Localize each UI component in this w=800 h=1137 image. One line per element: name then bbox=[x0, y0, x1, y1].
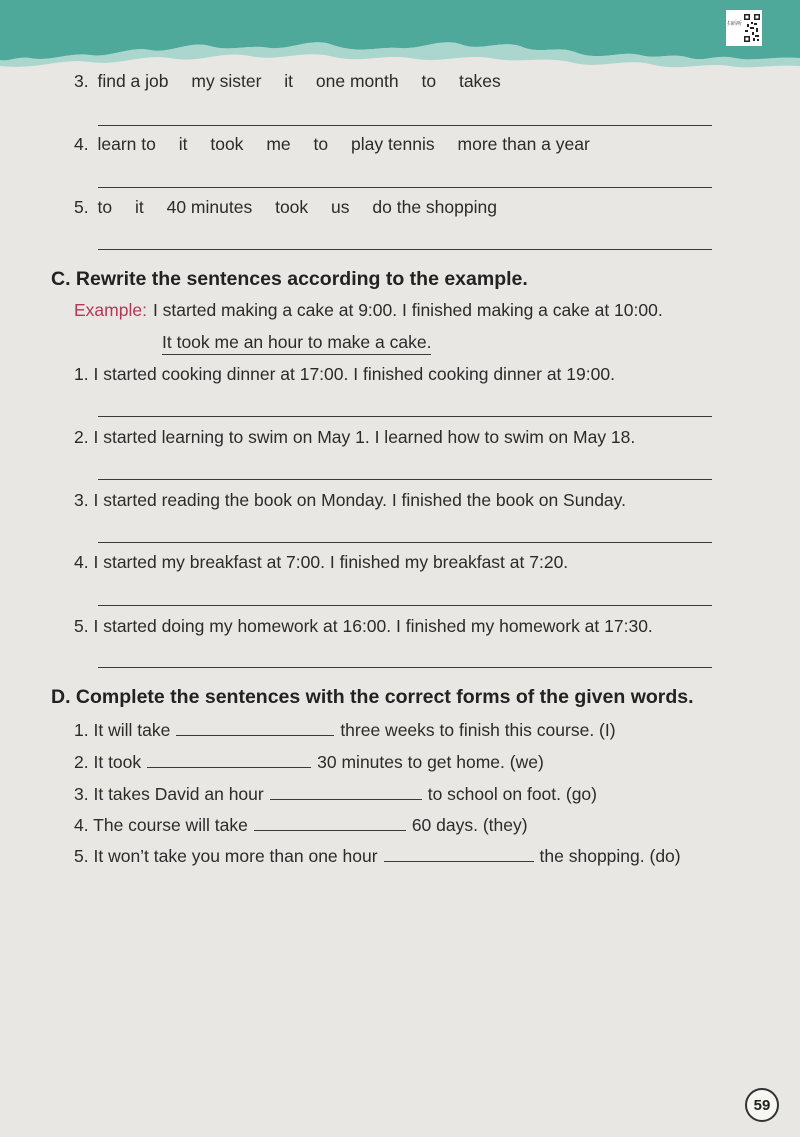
scramble-item: 4. learn to it took me to play tennis more than a year bbox=[74, 134, 590, 154]
section-d-title: D. Complete the sentences with the correct forms of the given words. bbox=[51, 686, 694, 708]
example-text: I started making a cake at 9:00. I finished making a cake at 10:00. bbox=[152, 300, 663, 320]
answer-line[interactable] bbox=[98, 605, 712, 606]
blank-input[interactable] bbox=[176, 721, 334, 736]
fill-blank-item: 5. It won’t take you more than one hour the shopping. (do) bbox=[74, 846, 681, 866]
scramble-item: 5. to it 40 minutes took us do the shopping bbox=[74, 197, 497, 217]
scramble-item: 3. find a job my sister it one month to takes bbox=[74, 71, 501, 91]
fill-blank-item: 1. It will take three weeks to finish this course. (I) bbox=[74, 720, 616, 740]
section-c-title: C. Rewrite the sentences according to the example. bbox=[51, 268, 528, 290]
rewrite-item: 2. I started learning to swim on May 1. I learned how to swim on May 18. bbox=[74, 427, 636, 447]
blank-input[interactable] bbox=[384, 847, 534, 862]
qr-code-icon bbox=[744, 14, 760, 42]
rewrite-item: 5. I started doing my homework at 16:00. I finished my homework at 17:30. bbox=[74, 616, 653, 636]
fill-blank-item: 4. The course will take 60 days. (they) bbox=[74, 815, 528, 835]
example-label: Example: bbox=[74, 300, 147, 320]
example-answer: It took me an hour to make a cake. bbox=[162, 332, 431, 355]
answer-line[interactable] bbox=[98, 125, 712, 126]
example-sentence bbox=[74, 300, 663, 321]
answer-line[interactable] bbox=[98, 667, 712, 668]
fill-blank-item: 2. It took 30 minutes to get home. (we) bbox=[74, 752, 544, 772]
rewrite-item: 4. I started my breakfast at 7:00. I finished my breakfast at 7:20. bbox=[74, 552, 569, 572]
rewrite-item: 3. I started reading the book on Monday. I finished the book on Sunday. bbox=[74, 490, 626, 510]
qr-label: 扫码听 bbox=[727, 21, 743, 27]
blank-input[interactable] bbox=[254, 816, 406, 831]
answer-line[interactable] bbox=[98, 542, 712, 543]
answer-line[interactable] bbox=[98, 187, 712, 188]
blank-input[interactable] bbox=[270, 785, 422, 800]
answer-line[interactable] bbox=[98, 479, 712, 480]
blank-input[interactable] bbox=[147, 753, 311, 768]
page-number: 59 bbox=[745, 1088, 779, 1122]
fill-blank-item: 3. It takes David an hour to school on foot. (go) bbox=[74, 784, 597, 804]
rewrite-item: 1. I started cooking dinner at 17:00. I finished cooking dinner at 19:00. bbox=[74, 364, 615, 384]
answer-line[interactable] bbox=[98, 416, 712, 417]
answer-line[interactable] bbox=[98, 249, 712, 250]
